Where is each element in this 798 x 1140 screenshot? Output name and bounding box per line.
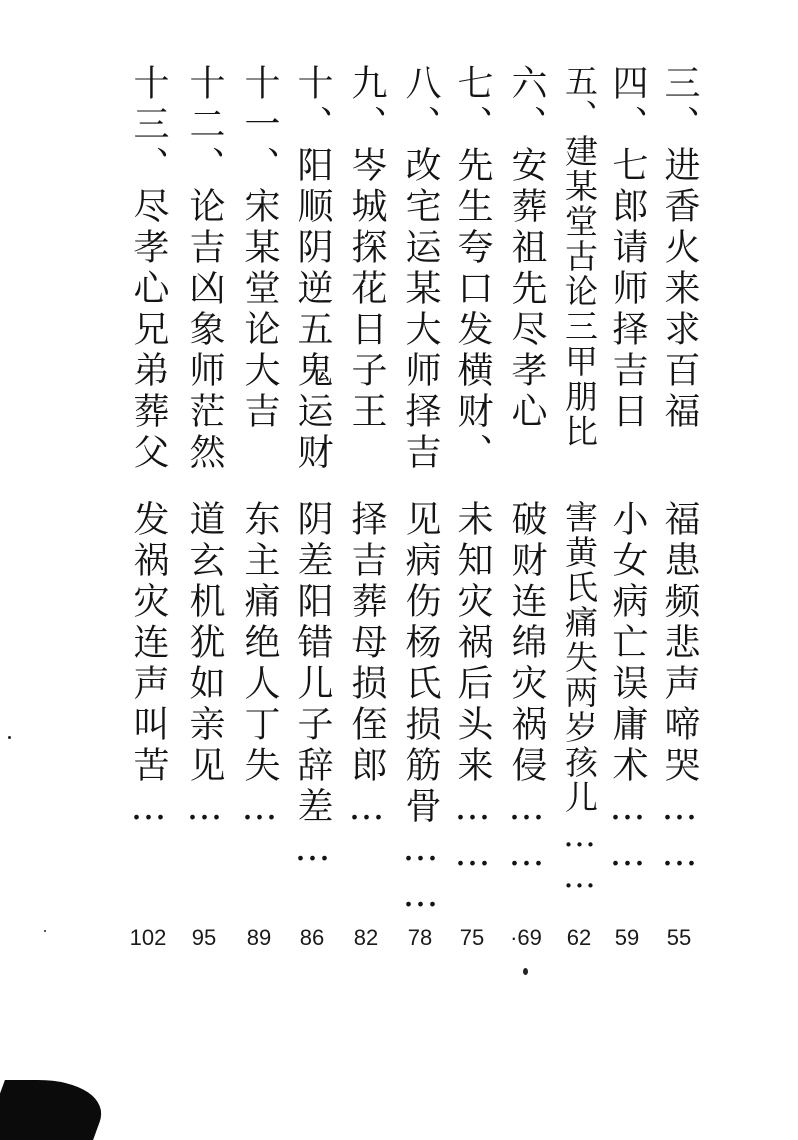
entry-title: 四、七郎请师择吉日 xyxy=(607,64,648,433)
scan-speck xyxy=(44,930,46,932)
entry-title: 五、建某堂古论三甲朋比 xyxy=(560,64,599,449)
scan-speck xyxy=(523,968,528,975)
page-number: 95 xyxy=(191,925,217,950)
entry-title: 十二、论吉凶象师茫然 xyxy=(184,64,225,474)
entry-title: 八、改宅运某大师择吉 xyxy=(400,64,441,474)
entry-title: 九、岑城探花日子王 xyxy=(346,64,387,433)
entry-title: 六、安葬祖先尽孝心 xyxy=(506,64,547,433)
entry-subtitle: 阴差阳错儿子辞差… xyxy=(292,500,333,874)
page-number: 82 xyxy=(353,925,379,950)
entry-subtitle: 破财连绵灾祸侵…… xyxy=(506,500,547,879)
page-number: 62 xyxy=(566,925,592,950)
entry-title: 十一、宋某堂论大吉 xyxy=(239,64,280,433)
page-number: 55 xyxy=(666,925,692,950)
scan-speck xyxy=(8,736,11,739)
entry-subtitle: 福患频悲声啼哭…… xyxy=(659,500,700,879)
entry-subtitle: 害黄氏痛失两岁孩儿…… xyxy=(560,500,599,897)
entry-subtitle: 见病伤杨氏损筋骨…… xyxy=(400,500,441,920)
entry-title: 七、先生夸口发横财、 xyxy=(452,64,493,474)
entry-subtitle: 道玄机犹如亲见… xyxy=(184,500,225,833)
page-number: 102 xyxy=(129,925,167,950)
page-number: 75 xyxy=(459,925,485,950)
entry-subtitle: 东主痛绝人丁失… xyxy=(239,500,280,833)
entry-title: 三、进香火来求百福 xyxy=(659,64,700,433)
page-number: 59 xyxy=(614,925,640,950)
page-number: 78 xyxy=(407,925,433,950)
page-number: 89 xyxy=(246,925,272,950)
entry-title: 十三、尽孝心兄弟葬父 xyxy=(128,64,169,474)
entry-subtitle: 发祸灾连声叫苦… xyxy=(128,500,169,833)
entry-subtitle: 小女病亡误庸术…… xyxy=(607,500,648,879)
page-number: ·69 xyxy=(510,925,542,950)
page-number: 86 xyxy=(299,925,325,950)
entry-subtitle: 未知灾祸后头来…… xyxy=(452,500,493,879)
scan-smudge xyxy=(0,1080,115,1140)
entry-title: 十、阳顺阴逆五鬼运财 xyxy=(292,64,333,474)
entry-subtitle: 择吉葬母损侄郎… xyxy=(346,500,387,833)
